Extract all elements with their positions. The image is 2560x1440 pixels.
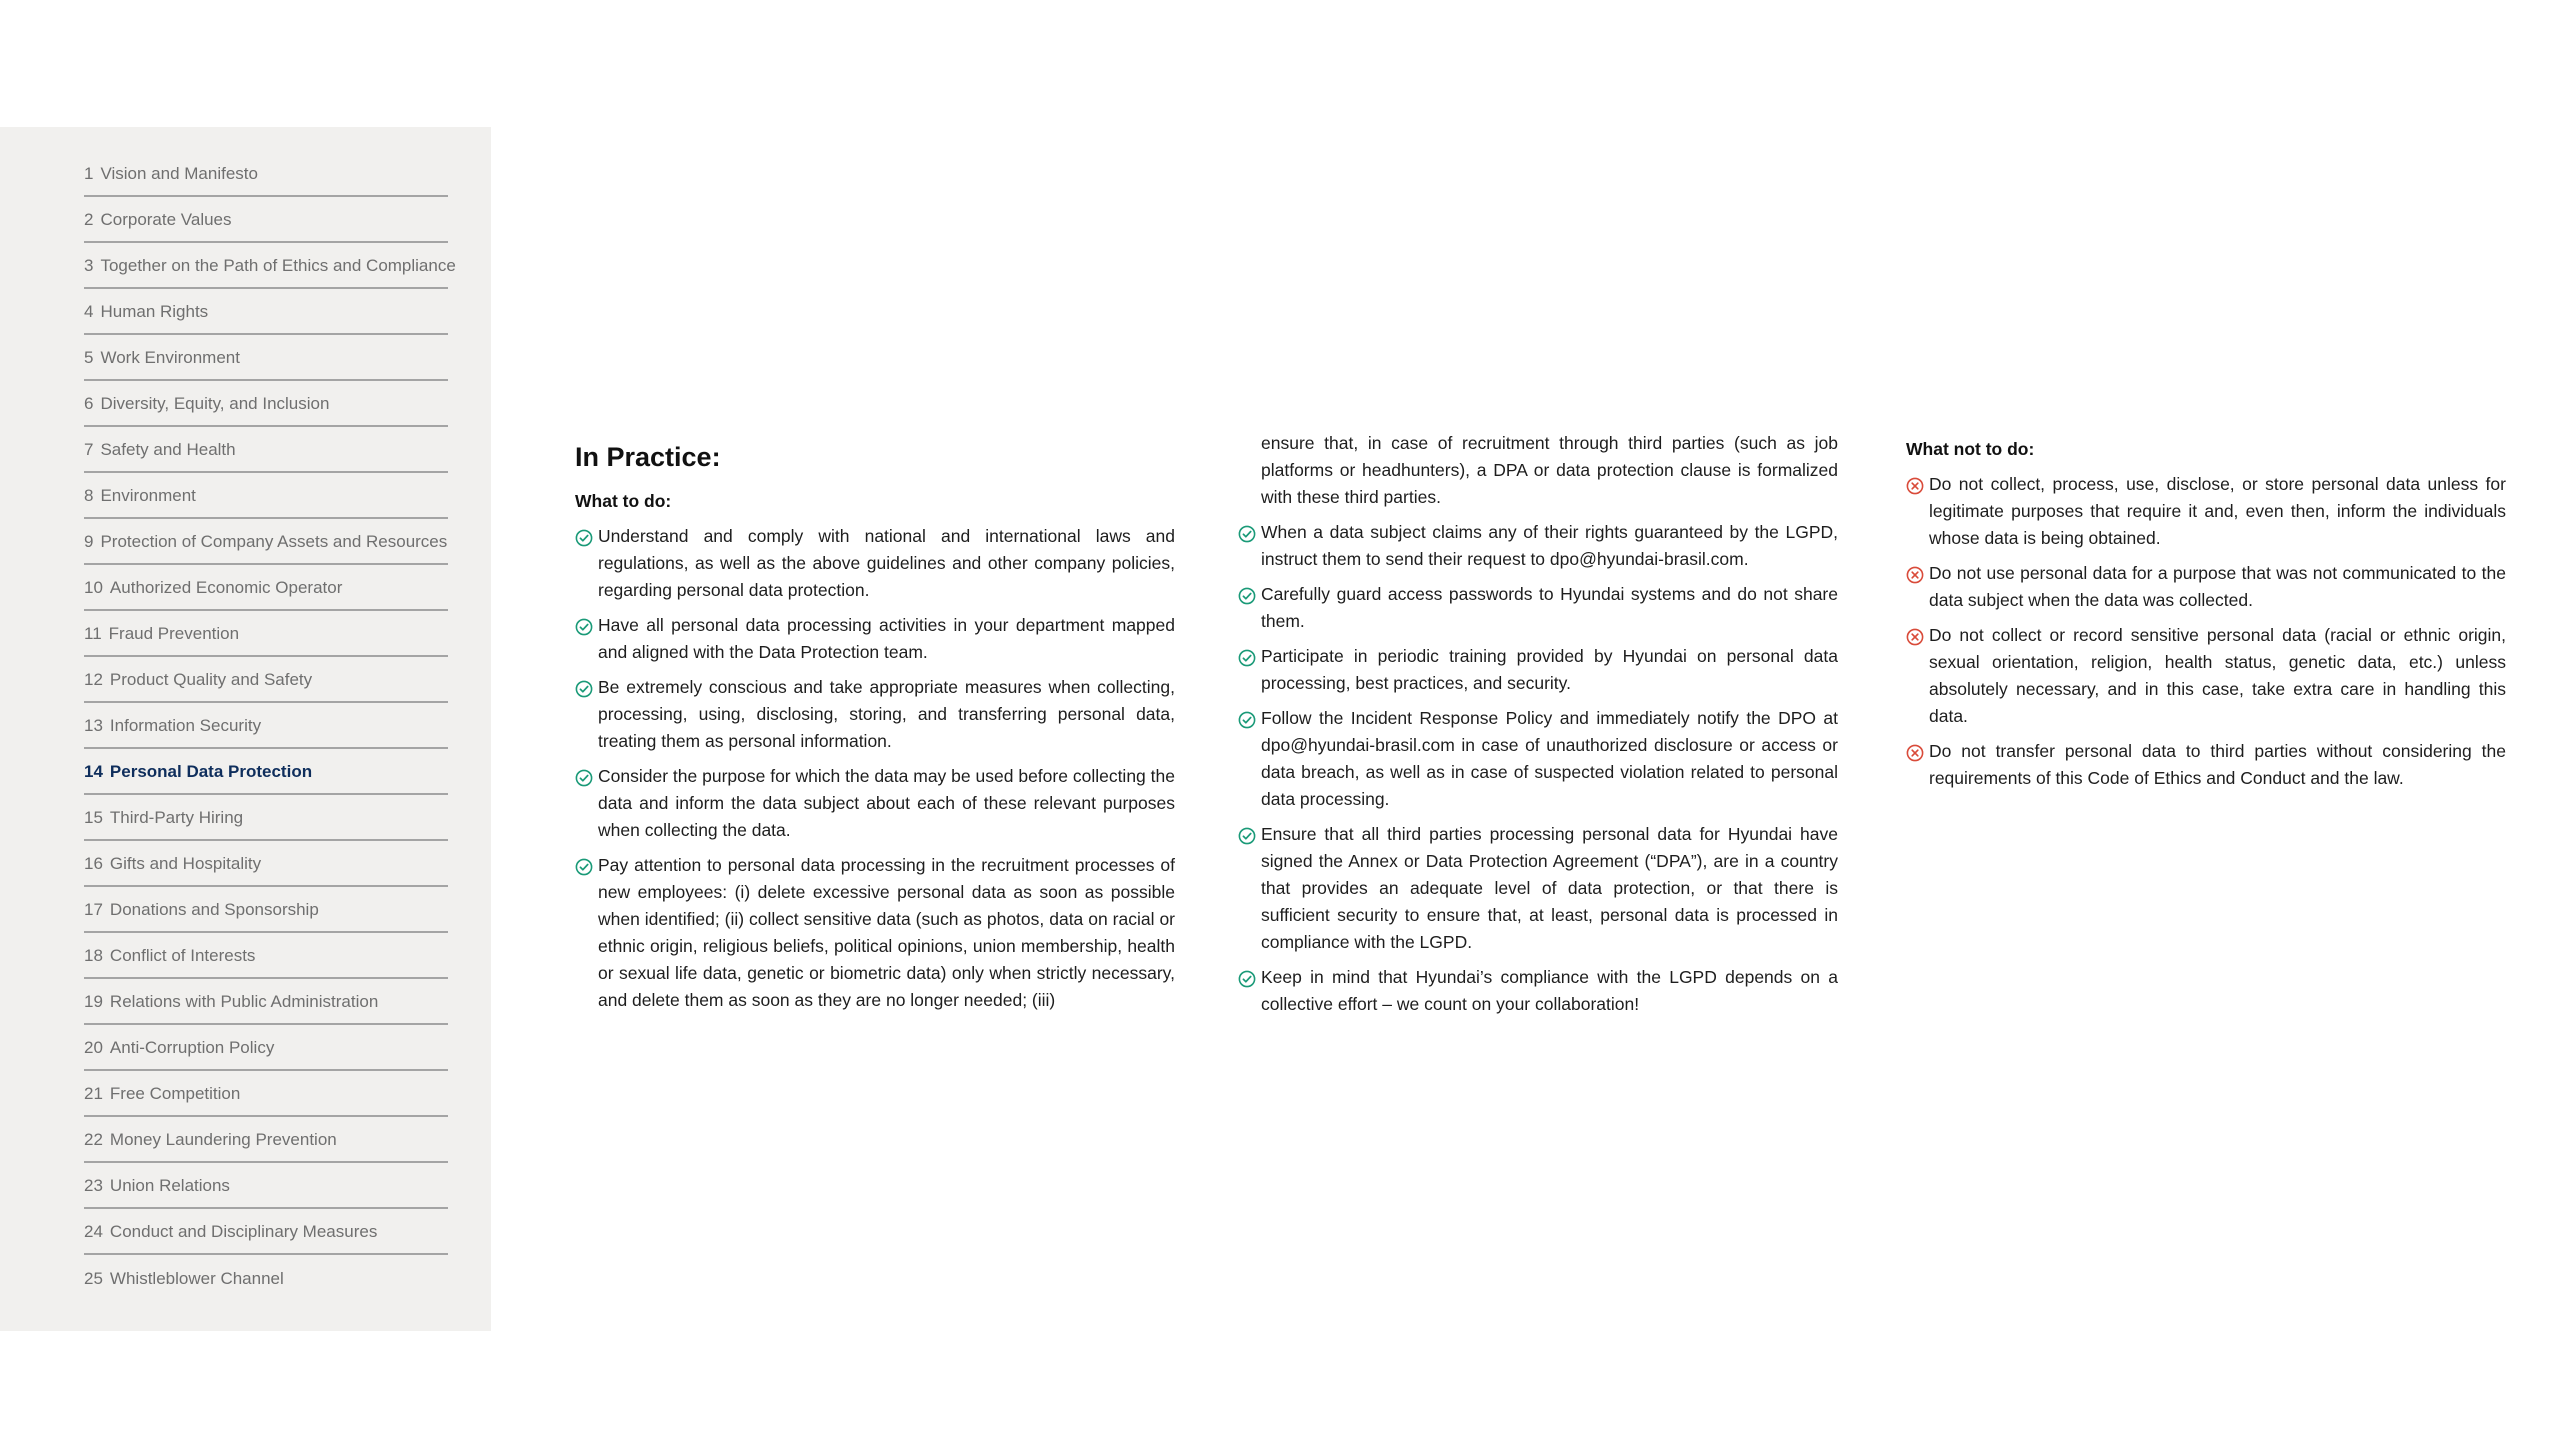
todo-item-text: Keep in mind that Hyundai’s compliance with the LGPD depends on a collective effort – we count on your collaboration!: [1261, 967, 1838, 1014]
toc-item-number: 6: [84, 394, 94, 413]
toc-item-14[interactable]: [84, 749, 448, 795]
toc-item-5[interactable]: [84, 335, 448, 381]
notdo-item-text: Do not collect, process, use, disclose, or store personal data unless for legitimate purposes that require it and, even then, inform the individuals whose data is being obtained.: [1929, 474, 2506, 548]
section-heading: In Practice:: [575, 442, 721, 472]
toc-item-19[interactable]: [84, 979, 448, 1025]
toc-item-2[interactable]: [84, 197, 448, 243]
todo-continued-text: ensure that, in case of recruitment through third parties (such as job platforms or headhunters), a DPA or data protection clause is formalized with these third parties.: [1261, 433, 1838, 507]
notdo-item: [1906, 471, 2506, 552]
todo-item: [575, 852, 1175, 1014]
toc-item-1[interactable]: [84, 151, 448, 197]
toc-item-label: Donations and Sponsorship: [109, 900, 319, 919]
toc-item-number: 9: [84, 532, 94, 551]
toc-item-label: Whistleblower Channel: [109, 1269, 284, 1288]
todo-item-text: Ensure that all third parties processing personal data for Hyundai have signed the Annex or Data Protection Agreement (“DPA”), are in a country that provides an adequate level of data protection, or that there is sufficient security to ensure that, at least, personal data is processed in compliance with the LGPD.: [1261, 824, 1838, 952]
toc-item-label: Personal Data Protection: [109, 762, 313, 781]
column-2: [1238, 433, 1838, 1026]
todo-item: [1238, 821, 1838, 956]
check-circle-icon: [1238, 524, 1256, 542]
notdo-item: [1906, 738, 2506, 792]
toc-item-label: Fraud Prevention: [108, 624, 240, 643]
toc-item-label: Gifts and Hospitality: [109, 854, 262, 873]
toc-item-number: 19: [84, 992, 103, 1011]
todo-item-text: Consider the purpose for which the data may be used before collecting the data and inform the data subject about each of these relevant purposes when collecting the data.: [598, 766, 1175, 840]
toc-item-label: Information Security: [109, 716, 262, 735]
notdo-item-text: Do not transfer personal data to third parties without considering the requirements of this Code of Ethics and Conduct and the law.: [1929, 741, 2506, 788]
check-circle-icon: [575, 617, 593, 635]
toc-item-label: Protection of Company Assets and Resources: [100, 532, 448, 551]
toc-item-label: Union Relations: [109, 1176, 230, 1195]
toc-item-label: Work Environment: [100, 348, 240, 367]
notdo-item: [1906, 560, 2506, 614]
toc-item-label: Relations with Public Administration: [109, 992, 379, 1011]
toc-item-label: Conduct and Disciplinary Measures: [109, 1222, 378, 1241]
toc-item-number: 24: [84, 1222, 103, 1241]
notdo-item-text: Do not use personal data for a purpose that was not communicated to the data subject when the data was collected.: [1929, 563, 2506, 610]
toc-item-number: 14: [84, 762, 103, 781]
x-circle-icon: [1906, 565, 1924, 583]
toc-item-number: 4: [84, 302, 94, 321]
toc-item-label: Conflict of Interests: [109, 946, 256, 965]
toc-item-number: 20: [84, 1038, 103, 1057]
todo-item-text: Follow the Incident Response Policy and immediately notify the DPO at dpo@hyundai-brasil.com in case of unauthorized disclosure or access or data breach, as well as in case of suspected violation related to personal data processing.: [1261, 708, 1838, 809]
toc-item-label: Product Quality and Safety: [109, 670, 313, 689]
toc-item-label: Third-Party Hiring: [109, 808, 244, 827]
toc-list: [84, 151, 456, 1301]
toc-item-24[interactable]: [84, 1209, 448, 1255]
todo-item: [575, 763, 1175, 844]
toc-item-8[interactable]: [84, 473, 448, 519]
todo-item-text: Carefully guard access passwords to Hyundai systems and do not share them.: [1261, 584, 1838, 631]
toc-item-number: 12: [84, 670, 103, 689]
toc-item-number: 1: [84, 164, 94, 183]
todo-list-2: [1238, 519, 1838, 1018]
check-circle-icon: [1238, 826, 1256, 844]
toc-item-number: 21: [84, 1084, 103, 1103]
todo-list-1: [575, 523, 1175, 1014]
todo-item-text: Pay attention to personal data processing in the recruitment processes of new employees: (i) delete excessive personal data as soon as possible when identified; (ii) collect sensitive data (such as photos, data on racial or ethnic origin, religious beliefs, political opinions, union membership, health or sexual life data, genetic or biometric data) only when strictly necessary, and delete them as soon as they are no longer needed; (iii): [598, 855, 1175, 1010]
toc-item-9[interactable]: [84, 519, 448, 565]
toc-item-label: Vision and Manifesto: [100, 164, 258, 183]
toc-item-number: 7: [84, 440, 94, 459]
todo-item-text: When a data subject claims any of their rights guaranteed by the LGPD, instruct them to send their request to dpo@hyundai-brasil.com.: [1261, 522, 1838, 569]
toc-item-12[interactable]: [84, 657, 448, 703]
check-circle-icon: [1238, 648, 1256, 666]
toc-item-number: 25: [84, 1269, 103, 1288]
toc-item-10[interactable]: [84, 565, 448, 611]
toc-item-number: 23: [84, 1176, 103, 1195]
toc-item-number: 10: [84, 578, 103, 597]
toc-item-21[interactable]: [84, 1071, 448, 1117]
todo-item-text: Be extremely conscious and take appropriate measures when collecting, processing, using, disclosing, storing, and transferring personal data, treating them as personal information.: [598, 677, 1175, 751]
toc-item-number: 15: [84, 808, 103, 827]
toc-item-6[interactable]: [84, 381, 448, 427]
todo-item: [1238, 643, 1838, 697]
toc-item-number: 5: [84, 348, 94, 367]
toc-item-16[interactable]: [84, 841, 448, 887]
check-circle-icon: [575, 768, 593, 786]
toc-item-25[interactable]: [84, 1255, 448, 1301]
toc-item-label: Together on the Path of Ethics and Compliance: [100, 256, 456, 275]
toc-item-number: 13: [84, 716, 103, 735]
toc-item-number: 11: [84, 624, 102, 643]
notdo-title: What not to do:: [1906, 439, 2035, 459]
toc-item-label: Diversity, Equity, and Inclusion: [100, 394, 330, 413]
todo-item: [575, 674, 1175, 755]
todo-item: [1238, 964, 1838, 1018]
toc-item-number: 2: [84, 210, 94, 229]
toc-item-23[interactable]: [84, 1163, 448, 1209]
toc-item-label: Anti-Corruption Policy: [109, 1038, 275, 1057]
x-circle-icon: [1906, 476, 1924, 494]
toc-item-11[interactable]: [84, 611, 448, 657]
todo-item-text: Participate in periodic training provided by Hyundai on personal data processing, best practices, and security.: [1261, 646, 1838, 693]
todo-item: [1238, 519, 1838, 573]
todo-item: [1238, 581, 1838, 635]
toc-item-label: Environment: [100, 486, 196, 505]
check-circle-icon: [575, 857, 593, 875]
toc-item-number: 18: [84, 946, 103, 965]
toc-item-label: Corporate Values: [100, 210, 232, 229]
toc-item-label: Authorized Economic Operator: [109, 578, 343, 597]
toc-item-15[interactable]: [84, 795, 448, 841]
notdo-list: [1906, 471, 2506, 792]
column-1: [575, 440, 1175, 1022]
todo-item-text: Understand and comply with national and international laws and regulations, as well as the above guidelines and other company policies, regarding personal data protection.: [598, 526, 1175, 600]
check-circle-icon: [1238, 710, 1256, 728]
toc-item-7[interactable]: [84, 427, 448, 473]
todo-item-text: Have all personal data processing activities in your department mapped and aligned with the Data Protection team.: [598, 615, 1175, 662]
toc-item-label: Safety and Health: [100, 440, 236, 459]
toc-item-number: 17: [84, 900, 103, 919]
check-circle-icon: [575, 679, 593, 697]
todo-item: [575, 523, 1175, 604]
notdo-item-text: Do not collect or record sensitive personal data (racial or ethnic origin, sexual orientation, religion, health status, genetic data, etc.) unless absolutely necessary, and in this case, take extra care in handling this data.: [1929, 625, 2506, 726]
toc-item-number: 16: [84, 854, 103, 873]
toc-item-number: 3: [84, 256, 94, 275]
toc-item-13[interactable]: [84, 703, 448, 749]
toc-item-4[interactable]: [84, 289, 448, 335]
check-circle-icon: [1238, 969, 1256, 987]
toc-item-label: Human Rights: [100, 302, 209, 321]
toc-item-label: Free Competition: [109, 1084, 241, 1103]
todo-item: [575, 612, 1175, 666]
x-circle-icon: [1906, 743, 1924, 761]
todo-title: What to do:: [575, 491, 672, 511]
sidebar-toc: [0, 127, 491, 1331]
toc-item-3[interactable]: [84, 243, 456, 289]
check-circle-icon: [575, 528, 593, 546]
column-3: [1906, 436, 2506, 800]
toc-item-label: Money Laundering Prevention: [109, 1130, 337, 1149]
toc-item-17[interactable]: [84, 887, 448, 933]
toc-item-number: 8: [84, 486, 94, 505]
x-circle-icon: [1906, 627, 1924, 645]
notdo-item: [1906, 622, 2506, 730]
toc-item-22[interactable]: [84, 1117, 448, 1163]
toc-item-18[interactable]: [84, 933, 448, 979]
check-circle-icon: [1238, 586, 1256, 604]
toc-item-20[interactable]: [84, 1025, 448, 1071]
todo-item: [1238, 705, 1838, 813]
toc-item-number: 22: [84, 1130, 103, 1149]
